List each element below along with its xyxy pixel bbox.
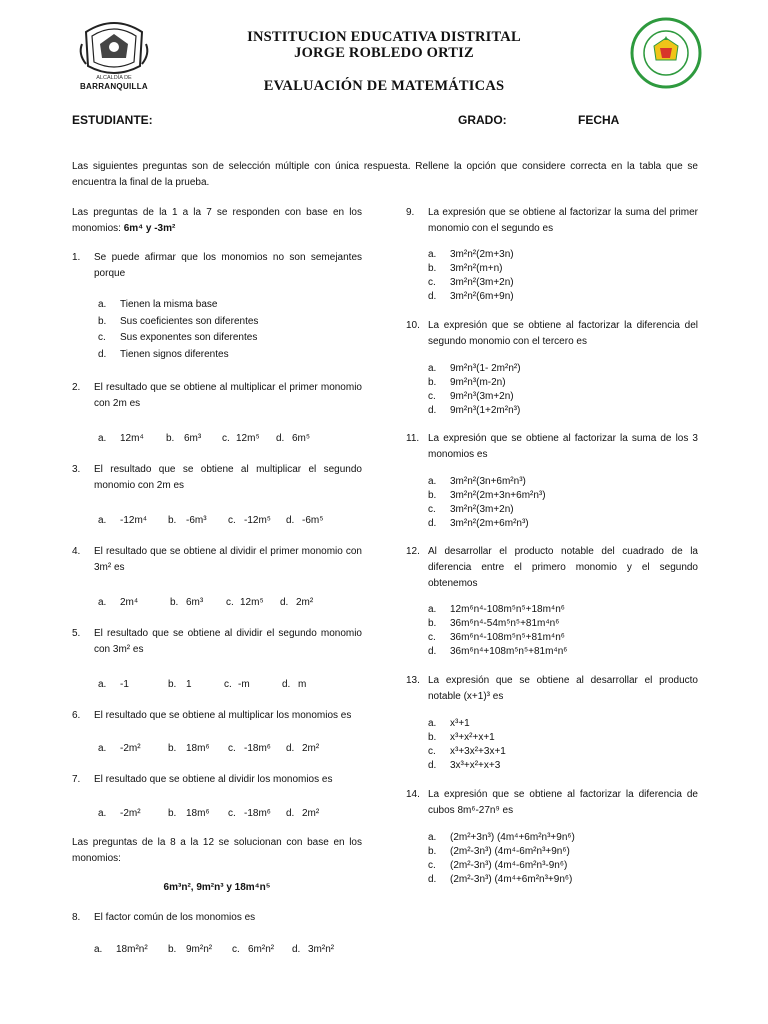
student-label: ESTUDIANTE: <box>72 113 153 127</box>
option-a-value[interactable]: -12m⁴ <box>120 515 148 526</box>
option-c[interactable]: c. 9m²n³(3m+2n) <box>428 391 514 402</box>
question-4 <box>72 544 362 578</box>
question-text: La expresión que se obtiene al factorizar la diferencia de cubos 8m⁶-27n⁹ es <box>428 789 698 816</box>
option-a[interactable]: a. 12m⁶n⁴-108m⁵n⁵+18m⁴n⁶ <box>428 604 565 615</box>
question-number: 12. <box>406 546 420 557</box>
option-a-letter[interactable]: a. <box>98 515 107 526</box>
option-b-value[interactable]: 1 <box>186 679 192 690</box>
question-8 <box>72 910 362 928</box>
option-d-letter[interactable]: d. <box>286 515 295 526</box>
school-name-line-1: INSTITUCION EDUCATIVA DISTRITAL <box>247 29 521 45</box>
option-b-letter[interactable]: b. <box>168 515 177 526</box>
question-9 <box>406 205 698 239</box>
option-d-value[interactable]: m <box>298 679 307 690</box>
option-a-letter[interactable]: a. <box>98 433 107 444</box>
option-a-letter[interactable]: a. <box>98 597 107 608</box>
option-d-value[interactable]: 2m² <box>296 597 314 608</box>
option-c-value[interactable]: 12m⁵ <box>240 597 264 608</box>
logo-left-caption-2: BARRANQUILLA <box>79 82 149 91</box>
option-b-value[interactable]: 18m⁶ <box>186 743 210 754</box>
option-c-letter[interactable]: c. <box>228 808 236 819</box>
option-d[interactable]: d. 36m⁶n⁴+108m⁵n⁵+81m⁴n⁶ <box>428 646 568 657</box>
question-7 <box>72 772 362 790</box>
option-b-letter[interactable]: b. <box>168 679 177 690</box>
question-text: El resultado que se obtiene al dividir el segundo monomio con 3m² es <box>94 628 362 655</box>
option-b-value[interactable]: -6m³ <box>186 515 207 526</box>
option-d[interactable]: d. (2m²-3n³) (4m⁴+6m²n³+9n⁶) <box>428 874 573 885</box>
option-b[interactable]: b. 3m²n²(2m+3n+6m²n³) <box>428 490 546 501</box>
option-a[interactable]: a. 3m²n²(2m+3n) <box>428 249 514 260</box>
question-text: El resultado que se obtiene al multiplicar el primer monomio con 2m es <box>94 382 362 409</box>
option-d-letter[interactable]: d. <box>280 597 289 608</box>
option-d-value[interactable]: -6m⁵ <box>302 515 324 526</box>
option-a[interactable]: a. Tienen la misma base <box>98 299 218 310</box>
option-a-letter[interactable]: a. <box>98 743 107 754</box>
logo-left-caption-1: ALCALDÍA DE <box>96 75 132 81</box>
option-a[interactable]: a. 9m²n³(1- 2m²n²) <box>428 363 521 374</box>
option-b-value[interactable]: 18m⁶ <box>186 808 210 819</box>
option-c[interactable]: c. 3m²n²(3m+2n) <box>428 504 514 515</box>
question-number: 11. <box>406 433 420 444</box>
question-number: 13. <box>406 675 420 686</box>
intro-block-1 <box>72 205 362 237</box>
option-d-letter[interactable]: d. <box>282 679 291 690</box>
option-c[interactable]: c. (2m²-3n³) (4m⁴-6m²n³-9n⁶) <box>428 860 568 871</box>
question-number: 9. <box>406 207 415 218</box>
option-a-value[interactable]: -1 <box>120 679 129 690</box>
option-b-letter[interactable]: b. <box>166 433 175 444</box>
option-c-letter[interactable]: c. <box>224 679 232 690</box>
option-c-letter[interactable]: c. <box>228 515 236 526</box>
question-text: El factor común de los monomios es <box>94 912 256 923</box>
option-b[interactable]: b. x³+x²+x+1 <box>428 732 495 743</box>
intro-1-math: 6m⁴ y -3m² <box>123 223 176 234</box>
option-d[interactable]: d. 3m²n²(6m+9n) <box>428 291 514 302</box>
question-text: El resultado que se obtiene al multiplicar el segundo monomio con 2m es <box>94 464 362 491</box>
question-number: 8. <box>72 912 81 923</box>
option-d-letter[interactable]: d. <box>286 743 295 754</box>
question-number: 6. <box>72 710 81 721</box>
option-c-value[interactable]: -18m⁶ <box>244 808 271 819</box>
option-a-letter[interactable]: a. <box>98 679 107 690</box>
question-13 <box>406 673 698 707</box>
intro-1-text: Las preguntas de la 1 a la 7 se responden con base en los monomios: <box>72 207 362 234</box>
question-12 <box>406 544 698 594</box>
question-text: Se puede afirmar que los monomios no son semejantes porque <box>94 252 362 279</box>
grade-label: GRADO: <box>458 113 507 127</box>
option-d[interactable]: d. 3x³+x²+x+3 <box>428 760 501 771</box>
question-text: El resultado que se obtiene al dividir el primer monomio con 3m² es <box>94 546 362 573</box>
question-1 <box>72 250 362 284</box>
option-c[interactable]: c. x³+3x²+3x+1 <box>428 746 506 757</box>
option-b-letter[interactable]: b. <box>170 597 179 608</box>
option-d-letter[interactable]: d. <box>276 433 285 444</box>
question-2 <box>72 380 362 414</box>
option-a-value[interactable]: 12m⁴ <box>120 433 144 444</box>
option-d-value[interactable]: 2m² <box>302 743 320 754</box>
option-c-value[interactable]: 12m⁵ <box>236 433 260 444</box>
question-text: La expresión que se obtiene al factorizar la suma de los 3 monomios es <box>428 433 698 460</box>
option-b-letter[interactable]: b. <box>168 944 177 955</box>
question-number: 2. <box>72 382 81 393</box>
question-number: 3. <box>72 464 81 475</box>
option-c-letter[interactable]: c. <box>228 743 236 754</box>
option-c-letter[interactable]: c. <box>226 597 234 608</box>
option-c[interactable]: c. Sus exponentes son diferentes <box>98 332 258 343</box>
option-d[interactable]: d. 9m²n³(1+2m²n³) <box>428 405 521 416</box>
option-c-value[interactable]: 6m²n² <box>248 944 275 955</box>
instructions-text: Las siguientes preguntas son de selección múltiple con única respuesta. Rellene la opción que considere correcta en la tabla que se encuentra la final de la prueba. <box>72 161 698 188</box>
option-b-letter[interactable]: b. <box>168 808 177 819</box>
option-b[interactable]: b. Sus coeficientes son diferentes <box>98 316 259 327</box>
question-6 <box>72 708 362 726</box>
option-d-letter[interactable]: d. <box>286 808 295 819</box>
option-c-value[interactable]: -12m⁵ <box>244 515 271 526</box>
question-text: La expresión que se obtiene al factorizar la diferencia del segundo monomio con el tercero es <box>428 320 698 347</box>
option-a-value[interactable]: 2m⁴ <box>120 597 139 608</box>
option-b[interactable]: b. (2m²-3n³) (4m⁴-6m²n³+9n⁶) <box>428 846 570 857</box>
option-c-letter[interactable]: c. <box>222 433 230 444</box>
option-d[interactable]: d. 3m²n²(2m+6m²n³) <box>428 518 529 529</box>
option-a[interactable]: a. (2m²+3n³) (4m⁴+6m²n³+9n⁶) <box>428 832 575 843</box>
option-c-letter[interactable]: c. <box>232 944 240 955</box>
school-name-line-2: JORGE ROBLEDO ORTIZ <box>294 45 474 61</box>
option-b[interactable]: b. 9m²n³(m-2n) <box>428 377 506 388</box>
exam-title: EVALUACIÓN DE MATEMÁTICAS <box>263 78 505 94</box>
option-c[interactable]: c. 36m⁶n⁴-108m⁵n⁵+81m⁴n⁶ <box>428 632 565 643</box>
option-c-value[interactable]: -m <box>238 679 250 690</box>
question-number: 1. <box>72 252 81 263</box>
option-a-letter[interactable]: a. <box>94 944 103 955</box>
option-d-value[interactable]: 3m²n² <box>308 944 335 955</box>
question-5 <box>72 626 362 660</box>
question-number: 7. <box>72 774 81 785</box>
option-d-value[interactable]: 6m⁵ <box>292 433 311 444</box>
question-number: 10. <box>406 320 420 331</box>
question-number: 14. <box>406 789 420 800</box>
option-b-value[interactable]: 6m³ <box>184 433 202 444</box>
option-a-letter[interactable]: a. <box>98 808 107 819</box>
option-b-letter[interactable]: b. <box>168 743 177 754</box>
option-d[interactable]: d. Tienen signos diferentes <box>98 349 229 360</box>
option-d-value[interactable]: 2m² <box>302 808 320 819</box>
option-a[interactable]: a. 3m²n²(3n+6m²n³) <box>428 476 526 487</box>
question-text: El resultado que se obtiene al multiplicar los monomios es <box>94 710 352 721</box>
option-d-letter[interactable]: d. <box>292 944 301 955</box>
option-a-value[interactable]: 18m²n² <box>116 944 148 955</box>
question-14 <box>406 787 698 821</box>
option-a-value[interactable]: -2m² <box>120 743 141 754</box>
question-text: El resultado que se obtiene al dividir los monomios es <box>94 774 333 785</box>
question-10 <box>406 318 698 352</box>
question-number: 5. <box>72 628 81 639</box>
option-b[interactable]: b. 3m²n²(m+n) <box>428 263 503 274</box>
intro-block-2: Las preguntas de la 8 a la 12 se solucionan con base en los monomios: <box>72 837 362 864</box>
option-b-value[interactable]: 9m²n² <box>186 944 213 955</box>
question-text: Al desarrollar el producto notable del cuadrado de la diferencia entre el primero monomio y el segundo obtenemos <box>428 546 698 589</box>
option-b[interactable]: b. 36m⁶n⁴-54m⁵n⁵+81m⁴n⁶ <box>428 618 560 629</box>
option-c-value[interactable]: -18m⁶ <box>244 743 271 754</box>
date-label: FECHA <box>578 113 620 127</box>
option-a[interactable]: a. x³+1 <box>428 718 470 729</box>
question-text: La expresión que se obtiene al desarrollar el producto notable (x+1)³ es <box>428 675 698 702</box>
option-a-value[interactable]: -2m² <box>120 808 141 819</box>
option-b-value[interactable]: 6m³ <box>186 597 204 608</box>
question-11 <box>406 431 698 465</box>
option-c[interactable]: c. 3m²n²(3m+2n) <box>428 277 514 288</box>
question-3 <box>72 462 362 496</box>
question-number: 4. <box>72 546 81 557</box>
question-text: La expresión que se obtiene al factorizar la suma del primer monomio con el segundo es <box>428 207 698 234</box>
intro-2-math: 6m³n², 9m²n³ y 18m⁴n⁵ <box>163 882 271 893</box>
